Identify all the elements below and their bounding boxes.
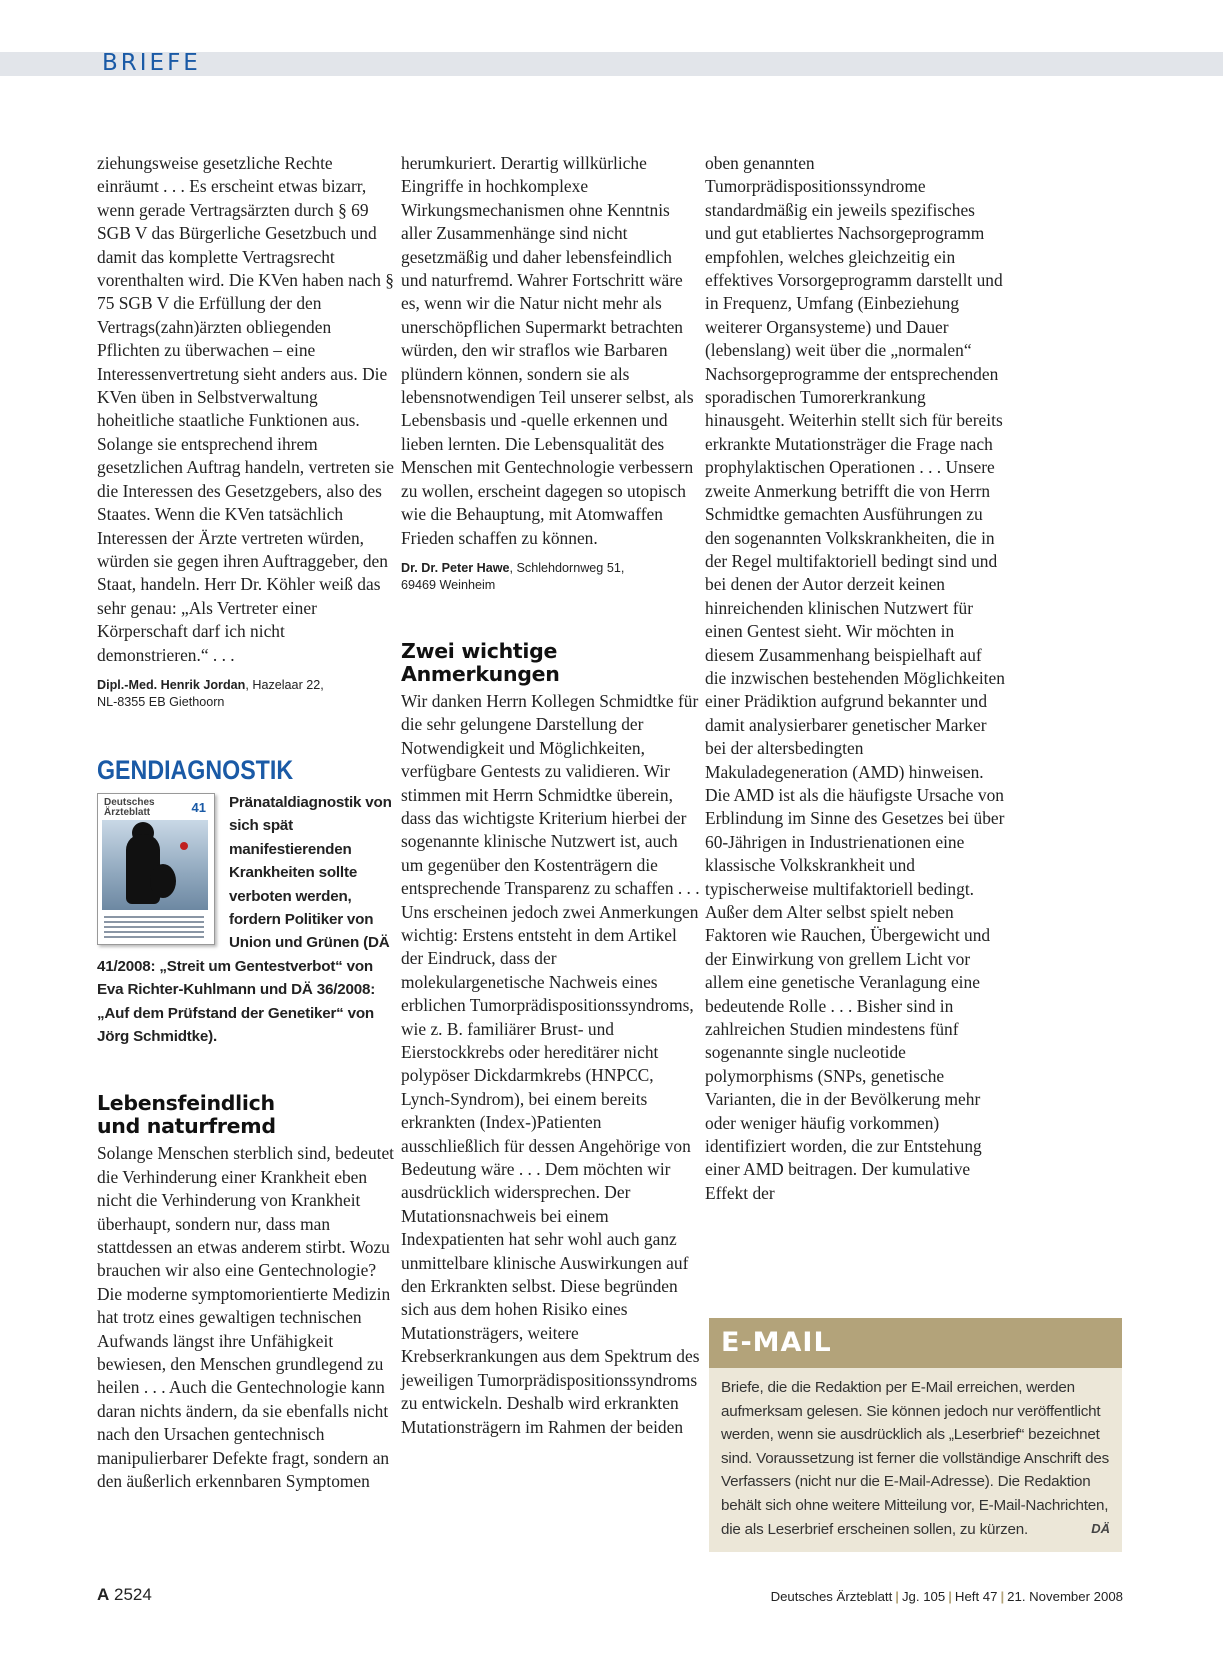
page-number-value: 2524: [114, 1585, 152, 1604]
column-3: [705, 152, 1005, 1205]
journal-date: 21. November 2008: [1007, 1589, 1123, 1604]
cover-title: Deutsches Ärzteblatt: [104, 796, 155, 818]
cover-text-lines: [104, 916, 204, 938]
silhouette-belly: [150, 864, 176, 898]
email-box-text: Briefe, die die Redaktion per E-Mail erreichen, werden aufmerksam gelesen. Sie können jedoch nur veröffentlicht werden, wenn sie ausdrücklich als „Leserbrief“ bezeichnet sind. Voraussetzung ist ferner die vollständige Anschrift des Verfassers (nicht nur die E-Mail-Adresse). Die Redaktion behält sich ohne weitere Mitteilung vor, E-Mail-Nachrichten, die als Leserbrief erscheinen sollen, zu kürzen.: [721, 1379, 1109, 1538]
email-box-signature: DÄ: [1091, 1521, 1110, 1536]
author-city: NL-8355 EB Giethoorn: [97, 694, 225, 709]
author-name: Dr. Dr. Peter Hawe: [401, 560, 510, 575]
email-info-box: [709, 1318, 1122, 1552]
author-address: , Hazelaar 22,: [245, 677, 324, 692]
footer-separator: |: [1000, 1589, 1005, 1604]
page-number: [97, 1585, 152, 1605]
cover-issue-number: 41: [191, 799, 206, 815]
section-label: BRIEFE: [102, 50, 201, 76]
author-address: , Schlehdornweg 51,: [509, 560, 625, 575]
letter-body-text: Wir danken Herrn Kollegen Schmidtke für die sehr gelungene Darstellung der Notwendigkeit und Möglichkeiten, verfügbare Gentests zu validieren. Wir stimmen mit Herrn Schmidtke überein, dass das wichtigste Kriterium hierbei der sogenannte klinische Nutzwert ist, auch um gegenüber den Kostenträgern die entsprechende Transparenz zu schaffen . . . Uns erscheinen jedoch zwei Anmerkungen wichtig: Erstens entsteht in dem Artikel der Eindruck, dass der molekulargenetische Nachweis eines erblichen Tumorprädispositionssyndroms, wie z. B. familiärer Brust- und Eierstockkrebs oder hereditärer nicht polypöser Dickdarmkrebs (HNPCC, Lynch-Syndrom), bei einem bereits erkrankten (Index-)Patienten ausschließlich für dessen Angehörige von Bedeutung wäre . . . Dem möchten wir ausdrücklich widersprechen. Der Mutationsnachweis bei einem Indexpatienten hat sehr wohl auch ganz unmittelbare klinische Auswirkungen auf den Erkrankten selbst. Diese begründen sich aus dem hohen Risiko eines Mutationsträgers, weitere Krebserkrankungen aus dem Spektrum des jeweiligen Tumorprädispositionssyndroms zu entwickeln. Deshalb wird erkrankten Mutationsträgern im Rahmen der beiden: [401, 690, 700, 1437]
letter-body-text: oben genannten Tumorprädispositionssyndrome standardmäßig ein jeweils spezifisches und gut etabliertes Nachsorgeprogramm empfohlen, welches gleichzeitig ein effektives Vorsorgeprogramm darstellt und in Frequenz, Umfang (Einbeziehung weiterer Organsysteme) und Dauer (lebenslang) weit über die „normalen“ Nachsorgeprogramme der entsprechenden sporadischen Tumorerkrankung hinausgeht. Weiterhin stellt sich für bereits erkrankte Mutationsträger die Frage nach prophylaktischen Operationen . . . Unsere zweite Anmerkung betrifft die von Herrn Schmidtke gemachten Ausführungen zu den sogenannten Volkskrankheiten, die in der Regel multifaktoriell bedingt sind und bei denen der Autor derzeit keinen hinreichenden klinischen Nutzwert für einen Gentest sieht. Wir möchten in diesem Zusammenhang beispielhaft auf die inzwischen bestehenden Möglichkeiten einer Prädiktion aufgrund bekannter und damit analysierbarer genetischer Marker bei der altersbedingten Makuladegeneration (AMD) hinweisen. Die AMD ist als die häufigste Ursache von Erblindung im Sinne des Gesetzes bei über 60-Jährigen in Industrienationen eine klassische Volkskrankheit und typischerweise multifaktoriell bedingt. Außer dem Alter selbst spielt neben Faktoren wie Rauchen, Übergewicht und der Einwirkung von grellem Licht vor allem eine genetische Veranlagung eine bedeutende Rolle . . . Bisher sind in zahlreichen Studien mindestens fünf sogenannte single nucleotide polymorphisms (SNPs, genetische Varianten, die in der Bevölkerung mehr oder weniger häufig vorkommen) identifiziert worden, die zur Entstehung einer AMD beitragen. Der kumulative Effekt der: [705, 153, 1005, 1203]
letter-body-text: ziehungsweise gesetzliche Rechte einräumt . . . Es erscheint etwas bizarr, wenn gerade Vertragsärzten durch § 69 SGB V das Bürgerliche Gesetzbuch und damit das komplette Vertragsrecht vorenthalten wird. Die KVen haben nach § 75 SGB V die Erfüllung der den Vertrags(zahn)ärzten obliegenden Pflichten zu überwachen – eine Interessenvertretung sieht anders aus. Die KVen üben in Selbstverwaltung hoheitliche staatliche Funktionen aus. Solange sie entsprechend ihrem gesetzlichen Auftrag handeln, vertreten sie die Interessen des Gesetzgebers, also des Staates. Wenn die KVen tatsächlich Interessen der Ärzte vertreten würden, würden sie gegen ihren Auftraggeber, den Staat, handeln. Herr Dr. Köhler weiß das sehr genau: „Als Vertreter einer Körperschaft darf ich nicht demonstrieren.“ . . .: [97, 153, 394, 665]
column-2: [401, 152, 701, 1439]
author-city: 69469 Weinheim: [401, 577, 496, 592]
journal-issue: Heft 47: [954, 1589, 998, 1604]
journal-volume: Jg. 105: [901, 1589, 946, 1604]
column-1: [97, 152, 397, 1494]
footer-separator: |: [895, 1589, 899, 1604]
letter-signature: [97, 677, 397, 711]
author-name: Dipl.-Med. Henrik Jordan: [97, 677, 246, 692]
footer-journal-info: [771, 1589, 1123, 1604]
letter-body-text: Solange Menschen sterblich sind, bedeutet die Verhinderung einer Krankheit eben nicht die Verhinderung von Krankheit überhaupt, sondern nur, dass man stattdessen an etwas anderem stirbt. Wozu brauchen wir also eine Gentechnologie? Die moderne symptomorientierte Medizin hat trotz eines gewaltigen technischen Aufwands längst ihre Unfähigkeit bewiesen, den Menschen grundlegend zu heilen . . . Auch die Gentechnologie kann daran nichts ändern, da sie ebenfalls nicht nach den Ursachen gentechnisch manipulierbarer Defekte fragt, sondern an den äußerlich erkennbaren Symptomen: [97, 1143, 395, 1492]
letter-headline: Lebensfeindlich und naturfremd: [97, 1091, 276, 1139]
red-mark: [180, 842, 188, 850]
email-box-title: E-MAIL: [709, 1318, 1122, 1368]
rubric-teaser: [97, 791, 397, 1048]
magazine-cover-thumbnail: [97, 793, 215, 945]
rubric-title: GENDIAGNOSTIK: [97, 754, 294, 785]
page-prefix: A: [97, 1585, 110, 1604]
letter-body-text: herumkuriert. Derartig willkürliche Eingriffe in hochkomplexe Wirkungsmechanismen ohne Kenntnis aller Zusammenhänge sind nicht gesetzmäßig und daher lebensfeindlich und naturfremd. Wahrer Fortschritt wäre es, wenn wir die Natur nicht mehr als unerschöpflichen Supermarkt betrachten würden, den wir straflos wie Barbaren plündern können, sondern sie als lebensnotwendigen Teil unserer selbst, als Lebensbasis und -quelle erkennen und lieben lernten. Die Lebensqualität des Menschen mit Gentechnologie verbessern zu wollen, erscheint dagegen so utopisch wie die Behauptung, mit Atomwaffen Frieden schaffen zu können.: [401, 153, 694, 548]
journal-name: Deutsches Ärzteblatt: [770, 1589, 893, 1604]
letter-headline: Zwei wichtige Anmerkungen: [401, 638, 560, 686]
teaser-text: Pränataldiagnostik von sich spät manifestierenden Krankheiten sollte verboten werden, fordern Politiker von Union und Grünen (DÄ 41/2008: „Streit um Gentestverbot“ von Eva Richter-Kuhlmann und DÄ 36/2008: „Auf dem Prüfstand der Genetiker“ von Jörg Schmidtke).: [97, 793, 392, 1045]
letter-signature: [401, 560, 701, 594]
footer-separator: |: [948, 1589, 952, 1604]
